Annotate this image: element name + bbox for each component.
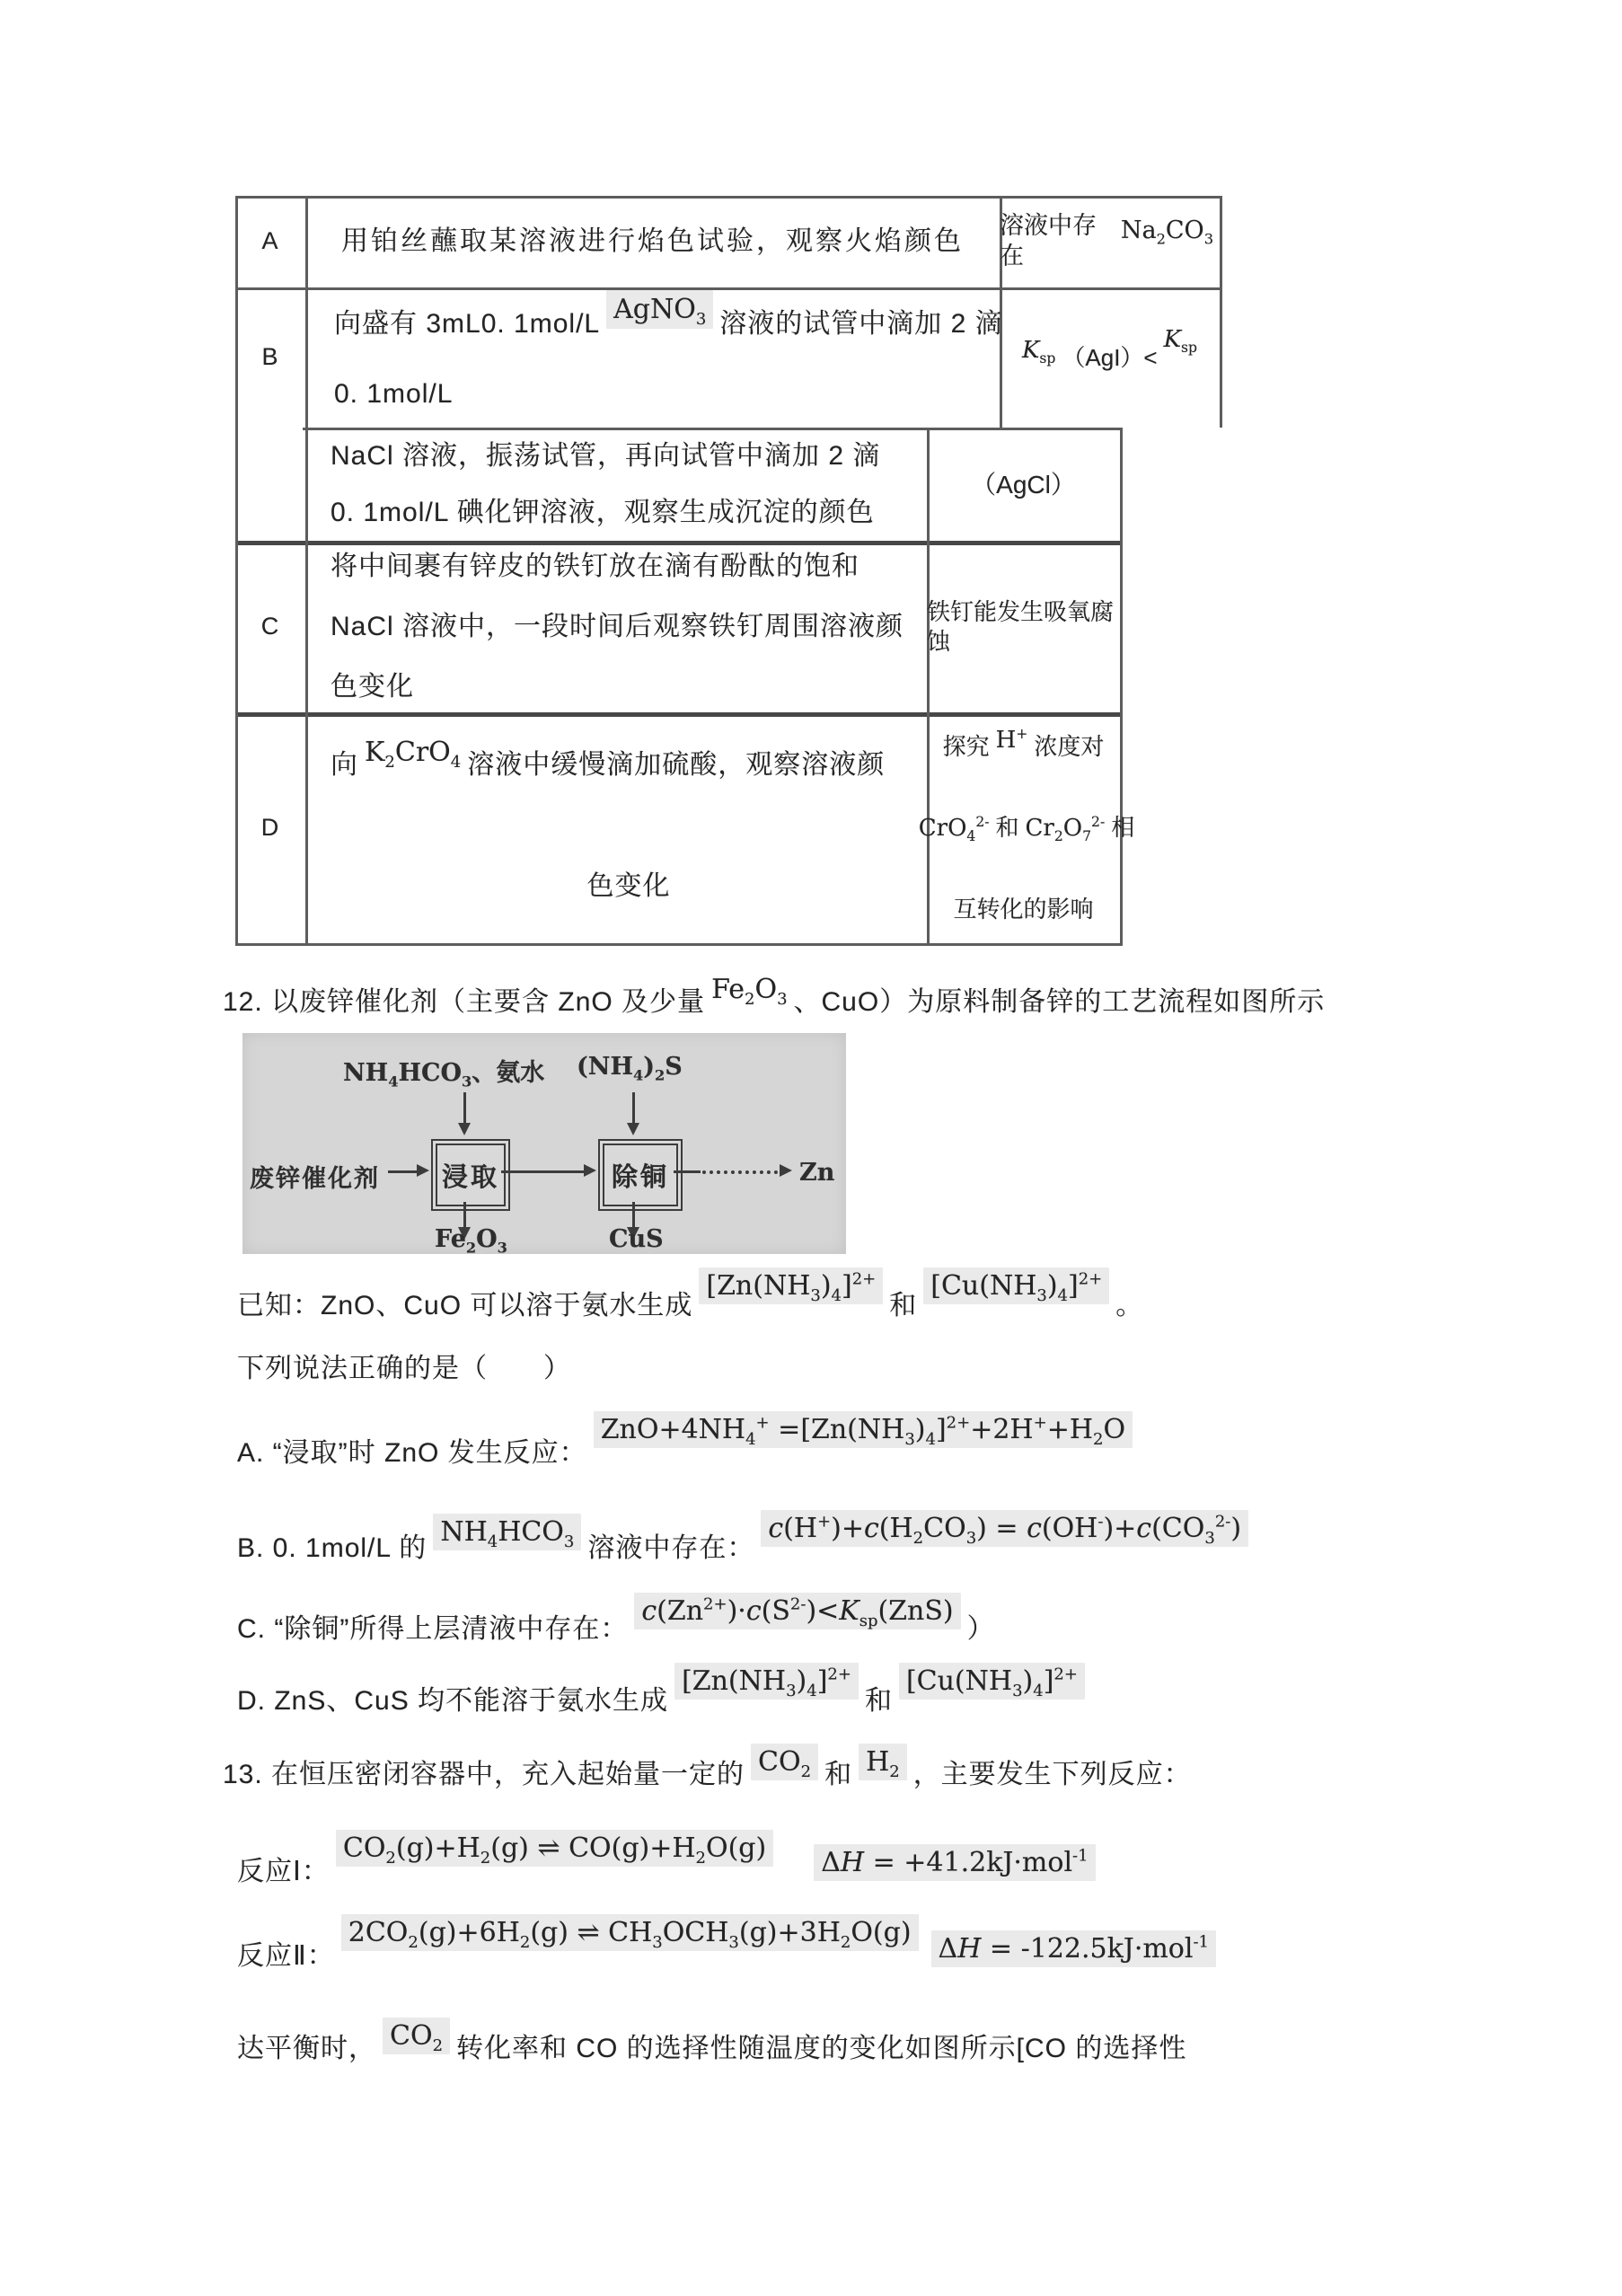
diagram-step2-remove-copper-box: 除铜: [598, 1139, 683, 1211]
q13-reaction1-label: 反应Ⅰ：: [237, 1857, 330, 1886]
q13-reaction1: [237, 1832, 1102, 1890]
diagram-product-zn: Zn: [799, 1159, 835, 1187]
row-c-label: C: [260, 612, 280, 640]
diagram-feed-label: 废锌催化剂: [250, 1165, 380, 1192]
table-border-bottom: [235, 943, 1123, 946]
row-b-method: [305, 287, 1003, 428]
row-d-conclusion-line1: 探究 H+ 浓度对: [942, 725, 1105, 760]
q13-reaction1-body: $CO_2(g)+H_2(g)$ ⇌ $CO(g)+H_2O(g)$ ΔH = +41.2kJ·mol$^{-1}$: [330, 1857, 1102, 1886]
row-c-method-line2: NaCl 溶液中，一段时间后观察铁钉周围溶液颜: [331, 611, 904, 641]
q12-ask-line: 下列说法正确的是（ ）: [237, 1354, 571, 1383]
q13-reaction2: [237, 1917, 1222, 1974]
table-border-right-bottom: [1120, 428, 1123, 943]
arrowhead-into-step1: [458, 1123, 471, 1135]
row-b2-conclusion: （AgCl）: [971, 470, 1076, 499]
q12-flow-diagram: [242, 1033, 846, 1257]
row-a-label: A: [261, 227, 279, 255]
q13-reaction2-body: $2CO_2(g)+6H_2(g)$ ⇌ $CH_3OCH_3(g)+3H_2O(g)\Delta H = -122.5kJ\cdot mol^{-1}$: [335, 1941, 1222, 1971]
row-c-method: [305, 541, 927, 712]
row-b2-method: [305, 428, 927, 541]
row-c-method-line3: 色变化: [331, 671, 414, 702]
row-b2-method-line2: 0. 1mol/L 碘化钾溶液，观察生成沉淀的颜色: [331, 497, 875, 527]
row-b-conclusion: $K_{sp}$ （AgI）< $K_{sp}$: [1021, 325, 1198, 371]
arrowhead-step1-to-step2: [584, 1164, 596, 1177]
row-d-method-line2: 色变化: [586, 870, 671, 901]
diagram-residue-cus: CuS: [609, 1225, 664, 1253]
q13-tail-line: 达平衡时， $CO_2$ 转化率和 CO 的选择性随温度的变化如图所示[CO 的选择性: [237, 2026, 1186, 2067]
arrow-step1-to-step2: [501, 1170, 586, 1173]
diagram-step1-leach-box: 浸取: [431, 1139, 510, 1211]
row-d-label: D: [260, 813, 280, 841]
q12-option-c: C. “除铜”所得上层清液中存在：$c(Zn^{2+})\cdot c(S^{2-})<K_{sp}(ZnS)$）: [237, 1606, 995, 1647]
q12-option-a: A. “浸取”时 ZnO 发生反应：$ZnO+4NH_4^+ =[Zn(NH_3)_4]^{2+}+2H^++H_2O$: [237, 1430, 1139, 1471]
q12-option-d: D. ZnS、CuS 均不能溶于氨水生成$[Zn(NH_3)_4]^{2+}$和$[Cu(NH_3)_4]^{2+}$: [237, 1678, 1091, 1719]
diagram-reagent-nh4hco3-ammonia: $NH_4HCO_3$、氨水: [343, 1059, 545, 1091]
row-d-method: [305, 712, 927, 943]
row-d-conclusion-line2: CrO$_4^{2-}$ 和 $Cr_2O_7^{2-}$ 相: [918, 814, 1135, 845]
row-d-conclusion-line3: 互转化的影响: [953, 895, 1094, 923]
row-a-conclusion: 溶液中存在 $Na_2CO_3$: [1000, 212, 1213, 269]
row-b-method-line1: 向盛有 3mL0. 1mol/L AgNO$_3$ 溶液的试管中滴加 2 滴: [334, 305, 1003, 344]
arrow-dotted-to-product: [702, 1170, 778, 1174]
row-d-conclusion: [918, 712, 1135, 943]
row-c-conclusion: 铁钉能发生吸氧腐蚀: [927, 598, 1115, 655]
table-border-right-top: [1220, 196, 1222, 428]
row-b2-method-line1: NaCl 溶液，振荡试管，再向试管中滴加 2 滴: [331, 440, 881, 471]
diagram-residue-fe2o3: $Fe_2O_3$: [435, 1225, 507, 1257]
row-d-method-line1: 向 $K_2CrO_4$ 溶液中缓慢滴加硫酸，观察溶液颜: [331, 737, 886, 780]
q13-heading: 13. 在恒压密闭容器中，充入起始量一定的 $CO_2$ 和 $H_2$ ，主要发生下列反应：: [223, 1752, 1192, 1793]
q12-heading: 12. 以废锌催化剂（主要含 ZnO 及少量 $Fe_2O_3$ 、CuO）为原料制备锌的工艺流程如图所示: [223, 974, 1326, 1017]
row-c-method-line1: 将中间裹有锌皮的铁钉放在滴有酚酞的饱和: [331, 552, 859, 581]
q12-option-b: B. 0. 1mol/L 的$NH_4HCO_3$ 溶液中存在：$c(H^+)+c(H_2CO_3) = c(OH^-)+c(CO_3^{2-})$: [237, 1525, 1255, 1567]
q12-known-line: 已知：ZnO、CuO 可以溶于氨水生成$[Zn(NH_3)_4]^{2+}$和$[Cu(NH_3)_4]^{2+}$。: [237, 1283, 1143, 1324]
arrowhead-into-step2: [627, 1123, 639, 1135]
diagram-reagent-nh42s: $(NH_4)_2S$: [577, 1053, 683, 1084]
arrow-step2-out: [674, 1170, 701, 1173]
row-b-label: B: [261, 343, 279, 371]
arrow-down-into-step2: [632, 1092, 635, 1125]
arrowhead-to-product: [780, 1164, 792, 1177]
arrow-feed-to-step1: [388, 1170, 419, 1173]
row-b-method-line2: 0. 1mol/L: [334, 378, 454, 409]
arrowhead-feed-to-step1: [417, 1164, 429, 1177]
q13-reaction2-label: 反应Ⅱ：: [237, 1941, 335, 1971]
row-a-method: 用铂丝蘸取某溶液进行焰色试验，观察火焰颜色: [341, 226, 964, 257]
arrow-down-into-step1: [463, 1092, 466, 1125]
